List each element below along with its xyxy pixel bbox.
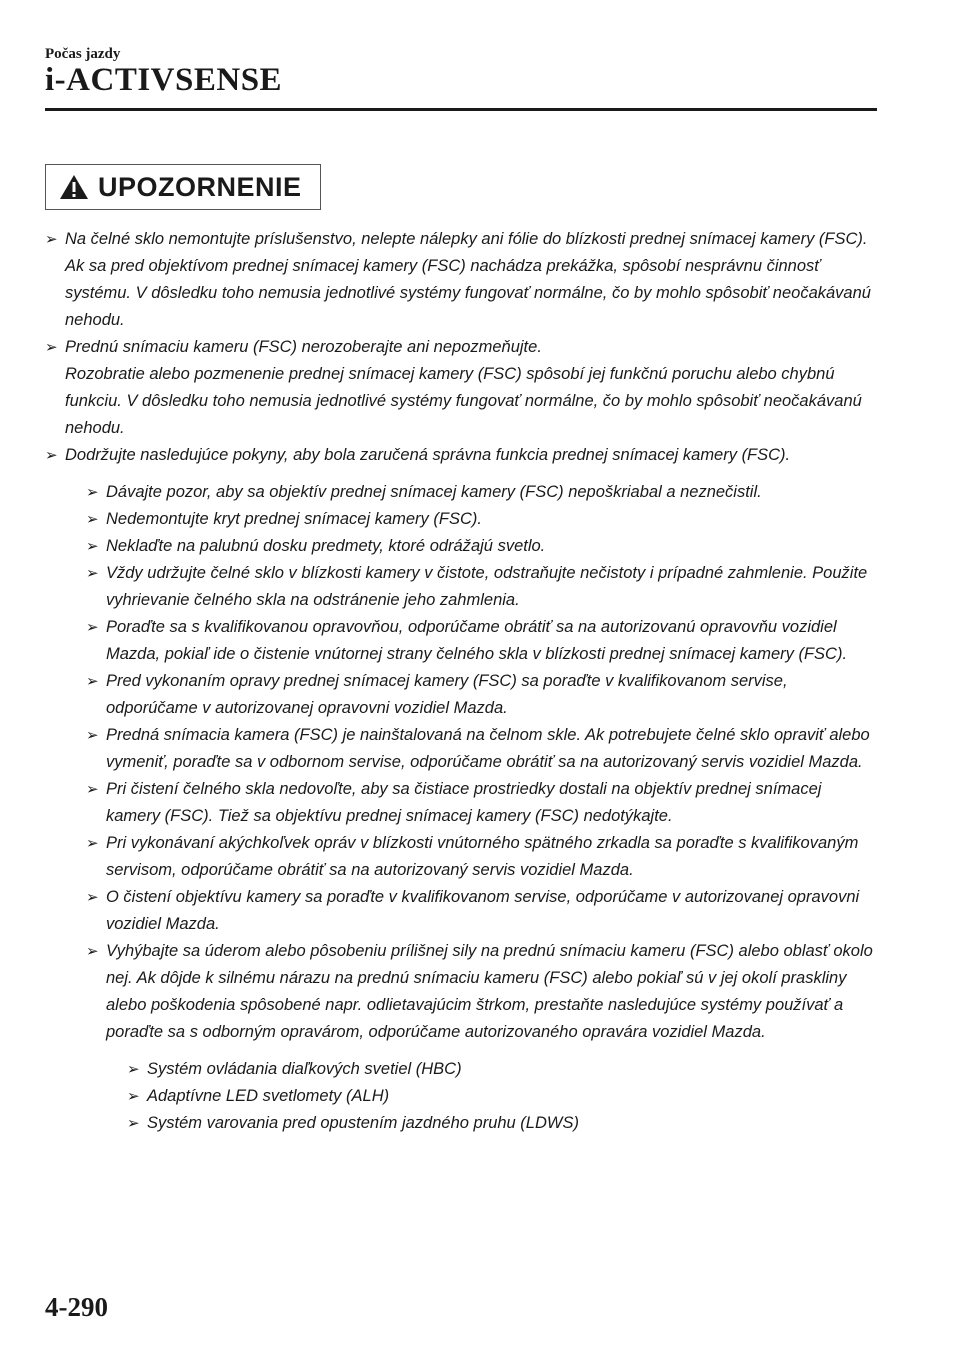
bullet-icon: ➢ [86,565,99,582]
item-text: Predná snímacia kamera (FSC) je nainštalovaná na čelnom skle. Ak potrebujete čelné sklo opraviť alebo vymeniť, poraďte sa v odbornom servise, odporúčame obrátiť sa na autorizovaný servis vozidiel Mazda. [106,726,870,771]
item-text: Systém ovládania diaľkových svetiel (HBC) [147,1060,462,1078]
bullet-icon: ➢ [127,1088,140,1105]
item-text: Rozobratie alebo pozmenenie prednej snímacej kamery (FSC) spôsobí jej funkčnú poruchu alebo chybnú funkciu. V dôsledku toho nemusia jednotlivé systémy fungovať normálne, čo by mohlo spôsobiť neočakávanú nehodu. [65,365,862,437]
bullet-icon: ➢ [86,727,99,744]
item-text: Poraďte sa s kvalifikovanou opravovňou, odporúčame obrátiť sa na autorizovanú opravovňu vozidiel Mazda, pokiaľ ide o čistenie vnútornej strany čelného skla v blízkosti prednej snímacej kamery (FSC). [106,618,848,663]
bullet-icon: ➢ [86,538,99,555]
item-text: Pri vykonávaní akýchkoľvek opráv v blízkosti vnútorného spätného zrkadla sa poraďte s kvalifikovaným servisom, odporúčame obrátiť sa na autorizovaný servis vozidiel Mazda. [106,834,859,879]
item-text: Na čelné sklo nemontujte príslušenstvo, nelepte nálepky ani fólie do blízkosti prednej snímacej kamery (FSC). [65,230,868,248]
sub-list-item [86,614,875,668]
bullet-icon: ➢ [86,781,99,798]
sub-list-item [86,830,875,884]
section-label: Počas jazdy [45,46,121,62]
nested-sub-list [106,1056,875,1137]
bullet-icon: ➢ [127,1115,140,1132]
bullet-icon: ➢ [86,484,99,501]
sub-list-item [86,506,875,533]
sub-list-item [86,668,875,722]
bullet-icon: ➢ [45,231,58,248]
bullet-icon: ➢ [127,1061,140,1078]
item-text: Vyhýbajte sa úderom alebo pôsobeniu prílišnej sily na prednú snímaciu kameru (FSC) alebo oblasť okolo nej. Ak dôjde k silnému nárazu na prednú snímaciu kameru (FSC) alebo pokiaľ sú v jej okolí praskliny alebo poškodenia spôsobené napr. odlietavajúcim štrkom, prestaňte nasledujúce systémy používať a poraďte sa s odborným opravárom, odporúčame autorizovaného opravára vozidiel Mazda. [106,942,873,1041]
warning-triangle-icon [58,173,90,201]
item-text: Ak sa pred objektívom prednej snímacej kamery (FSC) nachádza prekážka, spôsobí nesprávnu činnosť systému. V dôsledku toho nemusia jednotlivé systémy fungovať normálne, čo by mohlo spôsobiť neočakávanú nehodu. [65,257,871,329]
item-text: Pred vykonaním opravy prednej snímacej kamery (FSC) sa poraďte v kvalifikovanom servise, odporúčame v autorizovanej opravovni vozidiel Mazda. [106,672,788,717]
page-title: i-ACTIVSENSE [45,62,283,98]
nested-list-item [127,1056,875,1083]
item-text: Prednú snímaciu kameru (FSC) nerozoberajte ani nepozmeňujte. [65,338,542,356]
bullet-icon: ➢ [86,889,99,906]
item-text: Neklaďte na palubnú dosku predmety, ktoré odrážajú svetlo. [106,537,546,555]
warning-heading [45,164,321,210]
list-item [45,226,875,334]
sub-list-item [86,479,875,506]
item-text: Dodržujte nasledujúce pokyny, aby bola zaručená správna funkcia prednej snímacej kamery (FSC). [65,446,791,464]
warning-content [45,226,875,1137]
item-text: Adaptívne LED svetlomety (ALH) [147,1087,390,1105]
bullet-icon: ➢ [45,447,58,464]
item-text: Dávajte pozor, aby sa objektív prednej snímacej kamery (FSC) nepoškriabal a neznečistil. [106,483,762,501]
item-text: Nedemontujte kryt prednej snímacej kamery (FSC). [106,510,482,528]
sub-list-item [86,560,875,614]
item-text: Vždy udržujte čelné sklo v blízkosti kamery v čistote, odstraňujte nečistoty i prípadné zahmlenie. Použite vyhrievanie čelného skla na odstránenie jeho zahmlenia. [106,564,868,609]
sub-list [65,479,875,1137]
bullet-icon: ➢ [86,619,99,636]
item-text: O čistení objektívu kamery sa poraďte v kvalifikovanom servise, odporúčame v autorizovanej opravovni vozidiel Mazda. [106,888,860,933]
page-number: 4-290 [45,1292,108,1322]
bullet-icon: ➢ [86,943,99,960]
item-text: Systém varovania pred opustením jazdného pruhu (LDWS) [147,1114,579,1132]
sub-list-item [86,776,875,830]
sub-list-item [86,722,875,776]
list-item [45,442,875,1137]
nested-list-item [127,1083,875,1110]
sub-list-item [86,884,875,938]
bullet-icon: ➢ [86,673,99,690]
header-divider [45,108,877,111]
nested-list-item [127,1110,875,1137]
sub-list-item [86,533,875,560]
bullet-icon: ➢ [86,835,99,852]
bullet-icon: ➢ [86,511,99,528]
warning-label: UPOZORNENIE [98,171,302,202]
bullet-icon: ➢ [45,339,58,356]
sub-list-item [86,938,875,1137]
item-text: Pri čistení čelného skla nedovoľte, aby sa čistiace prostriedky dostali na objektív prednej snímacej kamery (FSC). Tiež sa objektívu prednej snímacej kamery (FSC) nedotýkajte. [106,780,822,825]
list-item [45,334,875,442]
